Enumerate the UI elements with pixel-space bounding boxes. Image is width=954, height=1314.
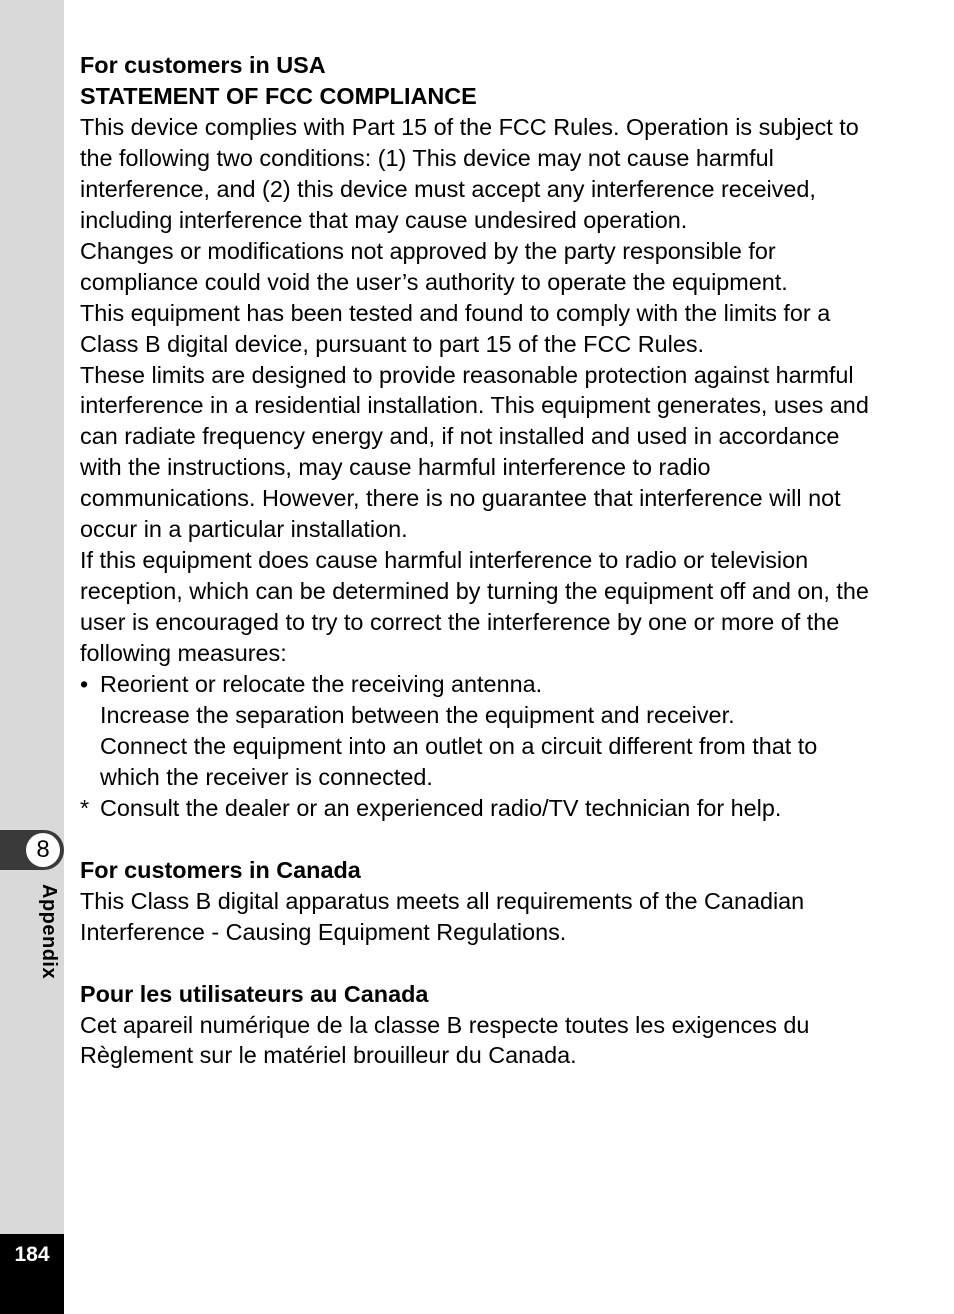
fcc-paragraph: Changes or modifications not approved by the party responsible for compliance could void the user’s authority to operate the equipment.: [80, 237, 788, 295]
page-content: [80, 50, 880, 1071]
list-item: Connect the equipment into an outlet on a circuit different from that to which the receiver is connected.: [100, 732, 818, 790]
note-item: [80, 793, 880, 824]
fcc-paragraph: This device complies with Part 15 of the FCC Rules. Operation is subject to the following two conditions: (1) This device may not cause harmful interference, and (2) this device must accept any interference received, including interference that may cause undesired operation.: [80, 113, 859, 233]
asterisk-mark: *: [80, 794, 90, 821]
list-item: Reorient or relocate the receiving antenna.: [100, 671, 543, 698]
fcc-paragraph: This equipment has been tested and found to comply with the limits for a Class B digital device, pursuant to part 15 of the FCC Rules.: [80, 299, 831, 357]
note-text: Consult the dealer or an experienced radio/TV technician for help.: [100, 794, 782, 821]
chapter-number: 8: [26, 833, 60, 867]
canada-fr-heading: Pour les utilisateurs au Canada: [80, 980, 429, 1007]
fcc-paragraph: These limits are designed to provide reasonable protection against harmful interference in a residential installation. This equipment generates, uses and can radiate frequency energy and, if not installed and used in accordance with the instructions, may cause harmful interference to radio communications. However, there is no guarantee that interference will not occur in a particular installation.: [80, 361, 869, 543]
list-item: Increase the separation between the equipment and receiver.: [100, 702, 735, 729]
bullet-mark: •: [80, 671, 89, 698]
bullet-list: [80, 669, 880, 793]
fcc-statement-heading: STATEMENT OF FCC COMPLIANCE: [80, 82, 477, 109]
canada-fr-text: Cet apareil numérique de la classe B respecte toutes les exigences du Règlement sur le matériel brouilleur du Canada.: [80, 1011, 810, 1069]
canada-heading: For customers in Canada: [80, 856, 361, 883]
usa-heading: For customers in USA: [80, 52, 326, 78]
section-label: Appendix: [38, 884, 60, 980]
fcc-paragraph: If this equipment does cause harmful interference to radio or television reception, which can be determined by turning the equipment off and on, the user is encouraged to try to correct the interference by one or more of the following measures:: [80, 547, 869, 667]
side-strip: [0, 0, 64, 1314]
page-number: 184: [14, 1243, 50, 1266]
canada-text: This Class B digital apparatus meets all requirements of the Canadian Interference - Causing Equipment Regulations.: [80, 887, 805, 945]
